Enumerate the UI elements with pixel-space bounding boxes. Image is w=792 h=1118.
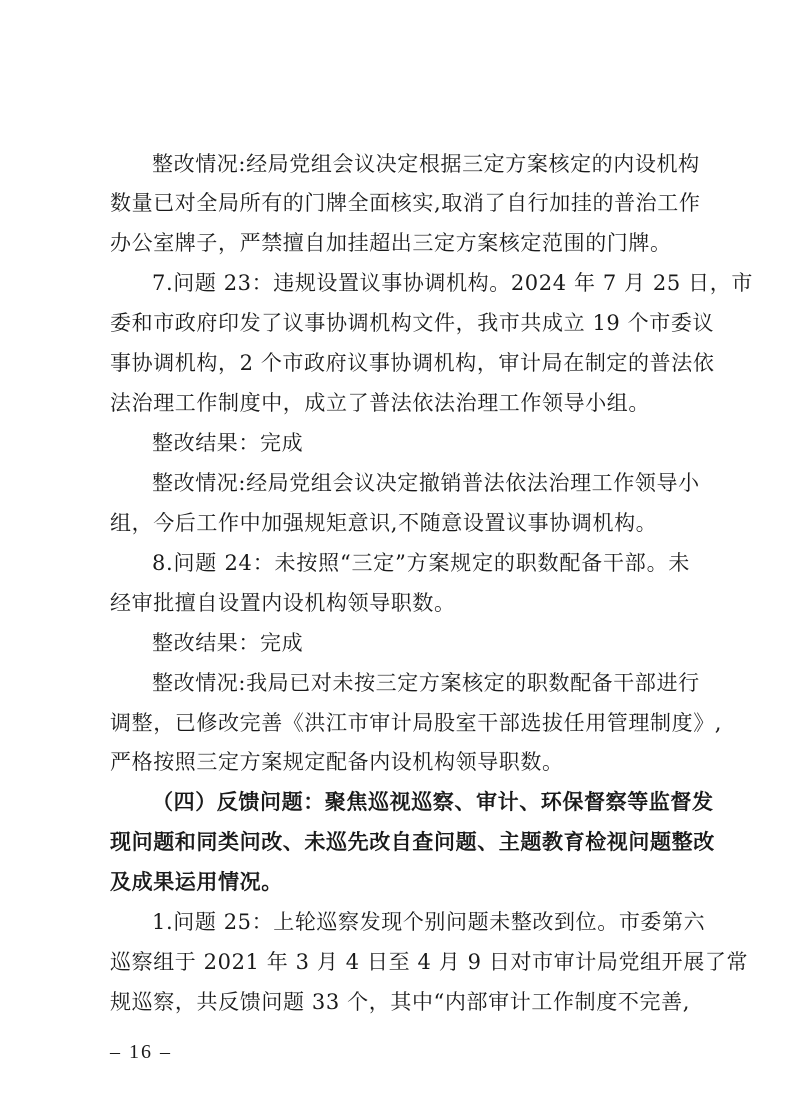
para-line: 办公室牌子，严禁擅自加挂超出三定方案核定范围的门牌。 [110,231,672,255]
para-line: 7.问题 23：违规设置议事协调机构。2024 年 7 月 25 日，市 [152,271,753,295]
para-line: 整改结果：完成 [152,631,304,655]
para-line: 整改情况:经局党组会议决定根据三定方案核定的内设机构 [152,152,700,176]
section-heading-line: 及成果运用情况。 [110,869,283,894]
section-heading-line: （四）反馈问题：聚焦巡视巡察、审计、环保督察等监督发 [152,789,714,814]
para-line: 经审批擅自设置内设机构领导职数。 [110,591,456,615]
para-line: 事协调机构，2 个市政府议事协调机构，审计局在制定的普法依 [110,351,715,375]
para-line: 整改结果：完成 [152,431,304,455]
page-number: – 16 – [110,1041,172,1063]
para-line: 巡察组于 2021 年 3 月 4 日至 4 月 9 日对市审计局党组开展了常 [110,950,749,974]
para-line: 法治理工作制度中，成立了普法依法治理工作领导小组。 [110,391,650,415]
para-line: 调整，已修改完善《洪江市审计局股室干部选拔任用管理制度》, [110,711,723,735]
para-line: 1.问题 25：上轮巡察发现个别问题未整改到位。市委第六 [152,910,706,934]
section-heading-line: 现问题和同类问改、未巡先改自查问题、主题教育检视问题整改 [110,829,715,854]
para-line: 规巡察，共反馈问题 33 个，其中“内部审计工作制度不完善, [110,990,690,1014]
para-line: 8.问题 24：未按照“三定”方案规定的职数配备干部。未 [152,551,690,575]
para-line: 整改情况:经局党组会议决定撤销普法依法治理工作领导小 [152,471,700,495]
para-line: 委和市政府印发了议事协调机构文件，我市共成立 19 个市委议 [110,311,715,335]
para-line: 严格按照三定方案规定配备内设机构领导职数。 [110,750,564,774]
para-line: 组，今后工作中加强规矩意识,不随意设置议事协调机构。 [110,511,658,535]
para-line: 整改情况:我局已对未按三定方案核定的职数配备干部进行 [152,671,700,695]
para-line: 数量已对全局所有的门牌全面核实,取消了自行加挂的普治工作 [110,191,701,215]
